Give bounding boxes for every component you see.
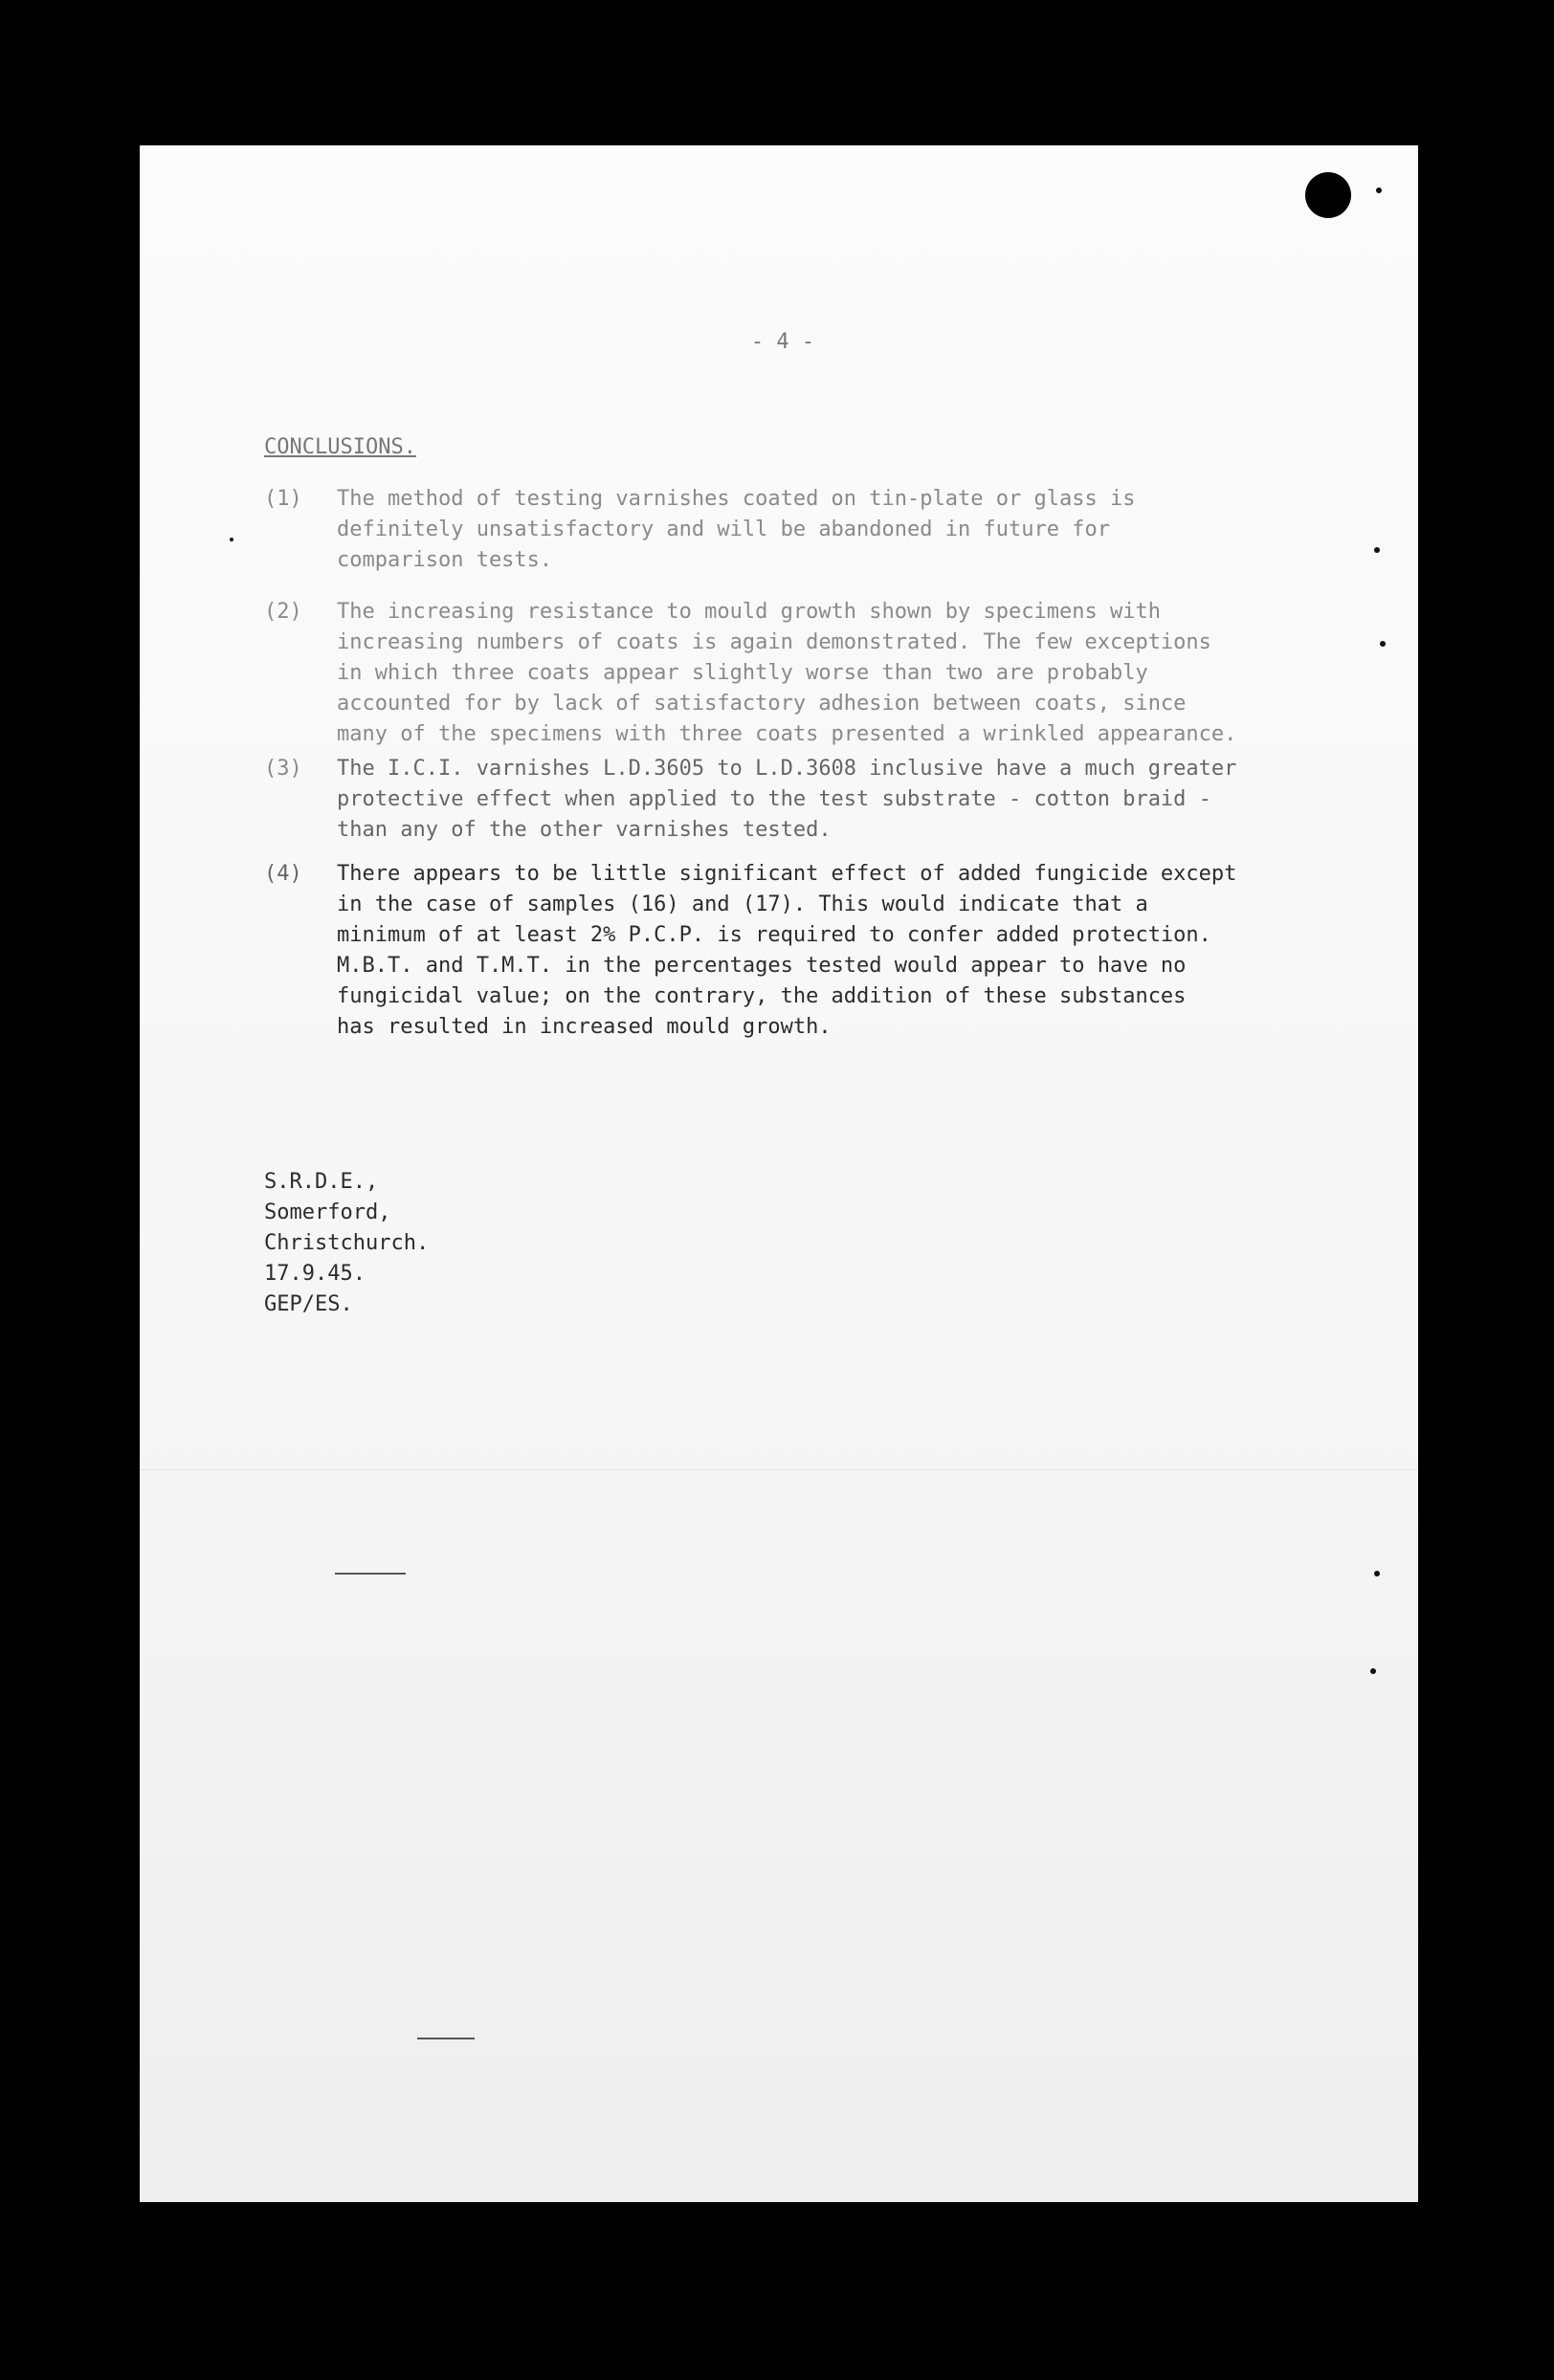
- text-line: M.B.T. and T.M.T. in the percentages tested would appear to have no: [337, 954, 1187, 978]
- text-line: There appears to be little significant effect of added fungicide except: [337, 862, 1237, 886]
- speck-mark: [230, 538, 233, 541]
- speck-mark: [1380, 641, 1386, 647]
- item-number: (4): [264, 862, 302, 886]
- speck-mark: [1374, 547, 1380, 553]
- item-number: (1): [264, 487, 302, 511]
- paper-sheet: [140, 145, 1418, 2202]
- signature-line: S.R.D.E.,: [264, 1170, 379, 1194]
- signature-line: GEP/ES.: [264, 1292, 353, 1316]
- text-line: The method of testing varnishes coated on tin-plate or glass is: [337, 487, 1136, 511]
- signature-line: Christchurch.: [264, 1231, 430, 1255]
- item-text: [337, 859, 1236, 1043]
- text-line: increasing numbers of coats is again demonstrated. The few exceptions: [337, 630, 1211, 654]
- item-number: (3): [264, 757, 302, 781]
- speck-mark: [1370, 1668, 1376, 1674]
- text-line: fungicidal value; on the contrary, the addition of these substances: [337, 984, 1187, 1008]
- item-text: [337, 597, 1236, 750]
- text-line: accounted for by lack of satisfactory adhesion between coats, since: [337, 692, 1187, 716]
- text-line: The increasing resistance to mould growth shown by specimens with: [337, 600, 1161, 624]
- item-text: [337, 484, 1135, 576]
- speck-mark: [1376, 187, 1382, 193]
- text-line: than any of the other varnishes tested.: [337, 818, 832, 842]
- page-number: - 4 -: [750, 330, 815, 354]
- punch-hole: [1305, 172, 1351, 218]
- text-line: protective effect when applied to the test substrate - cotton braid -: [337, 787, 1211, 811]
- text-line: has resulted in increased mould growth.: [337, 1015, 832, 1039]
- dash-mark: [417, 2038, 475, 2039]
- signature-block: [264, 1167, 429, 1320]
- text-line: many of the specimens with three coats presented a wrinkled appearance.: [337, 722, 1237, 746]
- speck-mark: [1374, 1571, 1380, 1576]
- item-text: [337, 754, 1236, 846]
- text-line: in the case of samples (16) and (17). This would indicate that a: [337, 892, 1148, 916]
- text-line: The I.C.I. varnishes L.D.3605 to L.D.3608 inclusive have a much greater: [337, 757, 1237, 781]
- dash-mark: [335, 1573, 406, 1575]
- text-line: comparison tests.: [337, 548, 553, 572]
- text-line: definitely unsatisfactory and will be abandoned in future for: [337, 518, 1110, 541]
- text-line: minimum of at least 2% P.C.P. is required to confer added protection.: [337, 923, 1211, 947]
- text-line: in which three coats appear slightly worse than two are probably: [337, 661, 1148, 685]
- signature-line: 17.9.45.: [264, 1262, 366, 1286]
- fold-line: [140, 1469, 1418, 1470]
- item-number: (2): [264, 600, 302, 624]
- signature-line: Somerford,: [264, 1201, 391, 1224]
- section-heading: CONCLUSIONS.: [264, 435, 416, 459]
